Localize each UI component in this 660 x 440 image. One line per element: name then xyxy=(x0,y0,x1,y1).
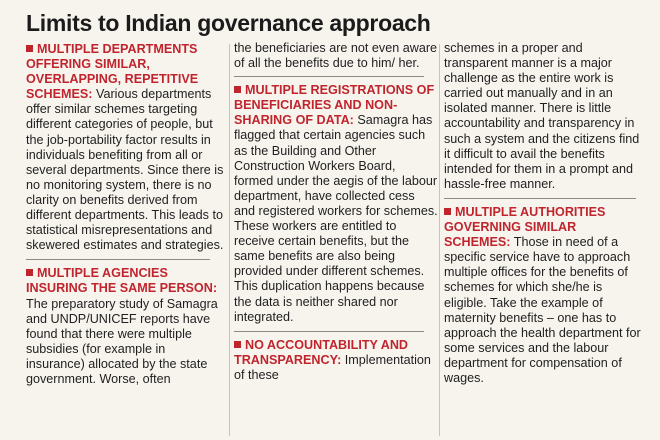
section-heading: MULTIPLE REGISTRATIONS OF BENEFICIARIES AND NON-SHARING OF DATA: xyxy=(234,83,435,128)
column-divider xyxy=(439,44,440,436)
section-no-accountability xyxy=(234,338,438,383)
section-multiple-departments xyxy=(26,42,226,253)
section-text: Implementation of these xyxy=(234,352,431,382)
section-text: The preparatory study of Samagra and UNDP/UNICEF reports have found that there were multiple subsidies (for example in insurance) allocated by the state government. Worse, often xyxy=(26,296,218,386)
square-bullet-icon xyxy=(26,269,33,276)
section-text: Samagra has flagged that certain agencies such as the Building and Other Construction Workers Board, formed under the aegis of the labour department, have collected cess and registered workers for schemes. These workers are entitled to receive certain benefits, but the same benefits are also being provided under different schemes. This duplication happens because the data is neither shared nor integrated. xyxy=(234,113,438,324)
square-bullet-icon xyxy=(234,86,241,93)
section-divider xyxy=(26,259,210,260)
section-text: schemes in a proper and transparent manner is a major challenge as the entire work is carried out manually and in an isolated manner. There is little accountability and transparency in such a system and the citizens find it difficult to avail the benefits intended for them in a prompt and hassle-free manner. xyxy=(444,41,640,191)
square-bullet-icon xyxy=(444,208,451,215)
column-3 xyxy=(444,41,644,386)
column-divider xyxy=(229,44,230,436)
section-multiple-registrations xyxy=(234,83,438,325)
section-divider xyxy=(444,198,636,199)
section-continuation xyxy=(234,41,438,71)
section-heading: MULTIPLE DEPARTMENTS OFFERING SIMILAR, OVERLAPPING, REPETITIVE SCHEMES: xyxy=(26,42,199,102)
section-heading: MULTIPLE AUTHORITIES GOVERNING SIMILAR SCHEMES: xyxy=(444,204,606,250)
section-multiple-authorities xyxy=(444,205,644,386)
section-divider xyxy=(234,331,424,332)
section-heading: MULTIPLE AGENCIES INSURING THE SAME PERSON: xyxy=(26,266,218,296)
column-2 xyxy=(234,41,438,383)
column-1 xyxy=(26,42,226,387)
square-bullet-icon xyxy=(26,45,33,52)
square-bullet-icon xyxy=(234,341,241,348)
section-heading: NO ACCOUNTABILITY AND TRANSPARENCY: xyxy=(234,337,409,367)
section-divider xyxy=(234,76,424,77)
page-title: Limits to Indian governance approach xyxy=(26,10,431,36)
section-continuation xyxy=(444,41,644,192)
section-text: the beneficiaries are not even aware of all the benefits due to him/ her. xyxy=(234,41,438,71)
section-text: Those in need of a specific service have to approach multiple offices for the benefits of schemes for which she/he is eligible. Take the example of maternity benefits – one has to approach the health department for some services and the labour department for compensation of wages. xyxy=(444,235,641,385)
section-text: Various departments offer similar schemes targeting different categories of people, but the job-portability factor results in individuals benefiting from all or several departments. Since there is no monitoring system, there is no clarity on benefits derived from different departments. This leads to statistical misrepresentations and skewered estimates and strategies. xyxy=(26,87,224,253)
section-multiple-agencies xyxy=(26,266,226,387)
